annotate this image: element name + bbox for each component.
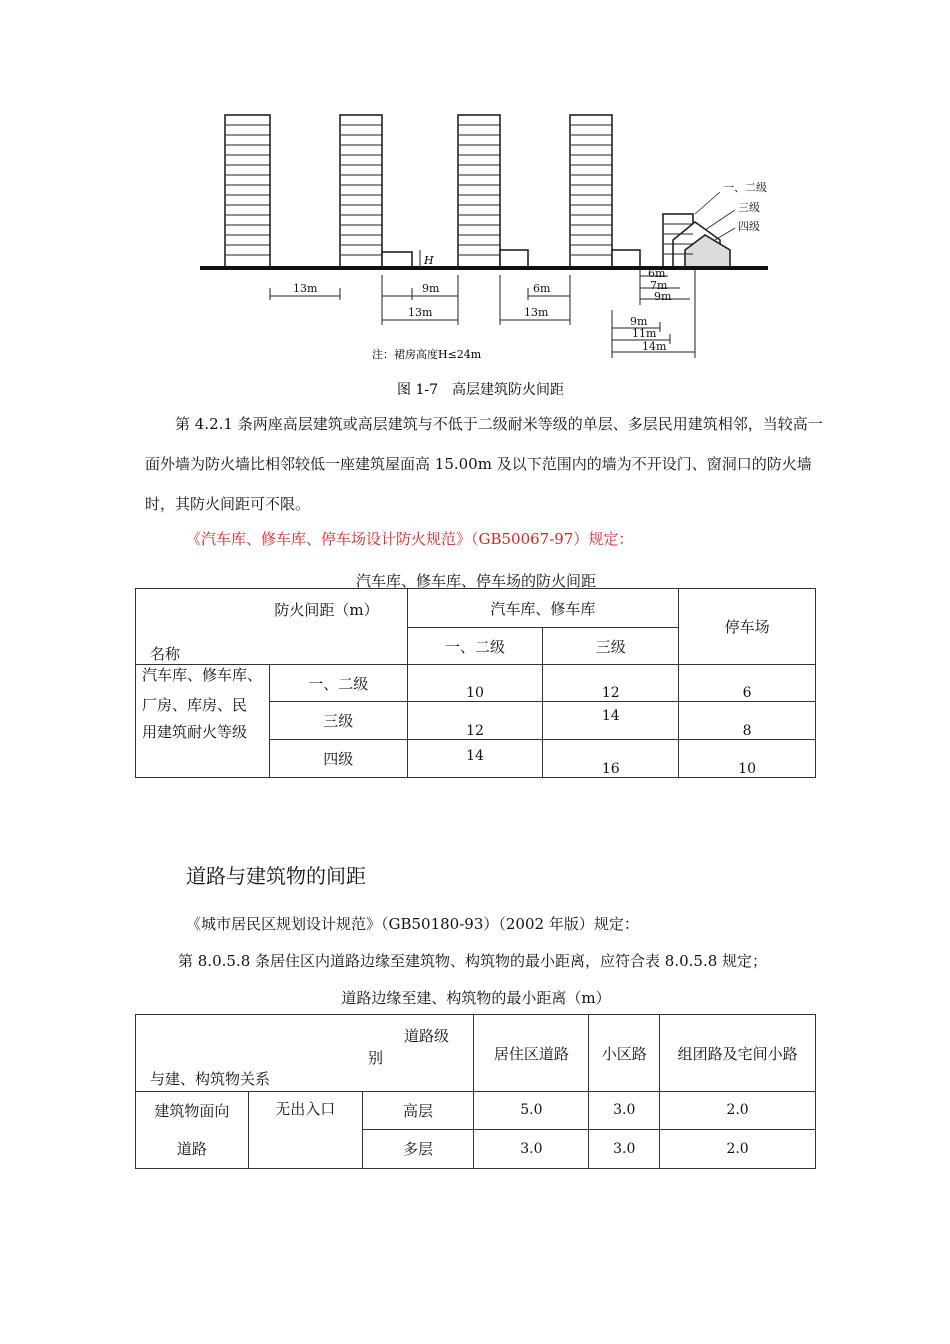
header-level: 道路级 xyxy=(404,1027,450,1045)
header-grade-3: 三级 xyxy=(543,628,679,665)
header-level-2: 别 xyxy=(368,1049,384,1067)
grade-label: 四级 xyxy=(738,220,760,233)
header-grade-12: 一、二级 xyxy=(407,628,543,665)
table-road-distance xyxy=(135,1014,816,1169)
cell-value: 14 xyxy=(543,702,679,740)
header-district-road: 小区路 xyxy=(589,1015,660,1092)
podium-building xyxy=(612,250,640,268)
header-diagonal-cell xyxy=(136,1015,474,1092)
table-fire-spacing xyxy=(135,588,816,778)
cell-value: 8 xyxy=(679,702,816,740)
fire-spacing-figure xyxy=(190,100,780,400)
row-no-entrance: 无出入口 xyxy=(248,1092,362,1169)
table2-title: 道路边缘至建、构筑物的最小距离（m） xyxy=(341,989,611,1007)
row-grade: 四级 xyxy=(269,740,407,778)
dim-label: 13m xyxy=(293,282,318,295)
header-relation: 与建、构筑物关系 xyxy=(150,1070,271,1088)
cell-value: 3.0 xyxy=(589,1129,660,1168)
figure-note: 注：裙房高度H≤24m xyxy=(372,348,482,361)
podium-building xyxy=(382,252,412,268)
header-garage: 汽车库、修车库 xyxy=(407,589,679,628)
cell-value: 10 xyxy=(679,740,816,778)
header-name: 名称 xyxy=(150,645,181,663)
row-type: 多层 xyxy=(362,1129,474,1168)
row-grade: 一、二级 xyxy=(269,665,407,702)
cell-value: 12 xyxy=(543,665,679,702)
spec-gb50180: 《城市居民区规划设计规范》（GB50180-93）（2002 年版）规定： xyxy=(186,915,639,933)
dim-label: 14m xyxy=(642,340,667,353)
dim-label: 13m xyxy=(524,306,549,319)
grade-label: 三级 xyxy=(738,201,760,214)
dim-label: 11m xyxy=(632,327,657,340)
header-diagonal-cell xyxy=(136,589,408,665)
header-group-road: 组团路及宅间小路 xyxy=(660,1015,816,1092)
spec-gb50067: 《汽车库、修车库、停车场设计防火规范》（GB50067-97）规定： xyxy=(186,530,634,548)
dim-label: 9m xyxy=(654,290,672,303)
dim-label: 6m xyxy=(648,267,666,280)
dim-label: 9m xyxy=(630,315,648,328)
dim-label: 13m xyxy=(408,306,433,319)
row-type: 高层 xyxy=(362,1092,474,1130)
cell-value: 12 xyxy=(407,702,543,740)
dim-label: 6m xyxy=(533,282,551,295)
header-residential-road: 居住区道路 xyxy=(474,1015,589,1092)
dim-label: 9m xyxy=(422,282,440,295)
header-distance: 防火间距（m） xyxy=(274,601,379,619)
podium-building xyxy=(500,250,528,268)
table1-title: 汽车库、修车库、停车场的防火间距 xyxy=(355,572,596,590)
cell-value: 2.0 xyxy=(660,1129,816,1168)
figure-caption: 图 1-7 高层建筑防火间距 xyxy=(397,382,564,398)
section-heading: 道路与建筑物的间距 xyxy=(186,864,366,888)
header-parking: 停车场 xyxy=(679,589,816,665)
cell-value: 3.0 xyxy=(474,1129,589,1168)
cell-value: 5.0 xyxy=(474,1092,589,1130)
dim-label: 7m xyxy=(650,279,668,292)
cell-value: 3.0 xyxy=(589,1092,660,1130)
paragraph-8-0-5-8: 第 8.0.5.8 条居住区内道路边缘至建筑物、构筑物的最小距离，应符合表 8.0.5.8 规定； xyxy=(178,952,768,970)
cell-value: 2.0 xyxy=(660,1092,816,1130)
h-label: H xyxy=(424,254,434,267)
cell-value: 14 xyxy=(407,740,543,778)
grade-label: 一、二级 xyxy=(723,181,767,194)
cell-value: 10 xyxy=(407,665,543,702)
cell-value: 16 xyxy=(543,740,679,778)
row-building-facing: 建筑物面向 道路 xyxy=(136,1092,249,1169)
row-group-label: 汽车库、修车库、 厂房、库房、民 用建筑耐火等级 xyxy=(136,665,270,778)
cell-value: 6 xyxy=(679,665,816,702)
paragraph-4-2-1: 第 4.2.1 条两座高层建筑或高层建筑与不低于二级耐米等级的单层、多层民用建筑相邻，当较高一面外墙为防火墙比相邻较低一座建筑屋面高 15.00m 及以下范围内的墙为不开设门、窗洞口的防火墙时，其防火间距可不限。 xyxy=(145,415,823,513)
row-grade: 三级 xyxy=(269,702,407,740)
